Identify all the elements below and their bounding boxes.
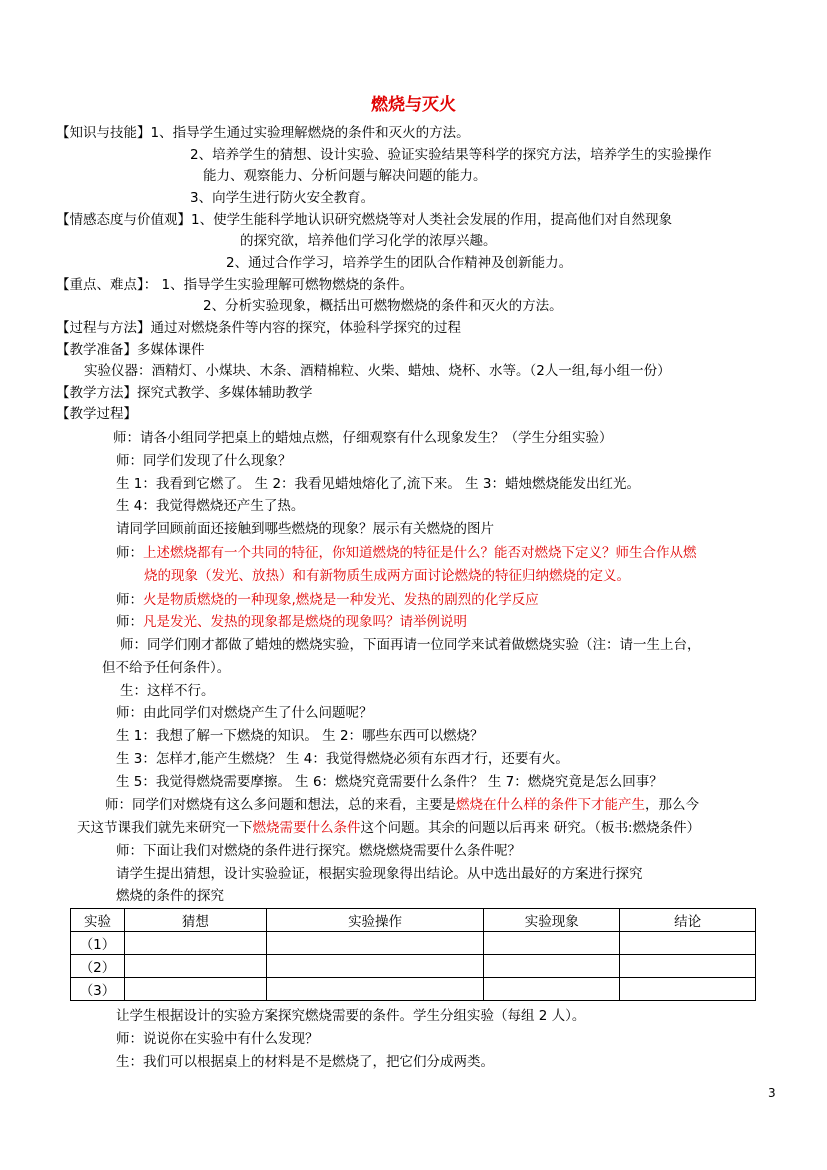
table-header: 结论 [620, 909, 756, 932]
emotion-item-1a: 1、使学生能科学地认识研究燃烧等对人类社会发展的作用，提高他们对自然现象 [191, 212, 673, 228]
table-cell [484, 978, 620, 1001]
dialogue-line: 师：同学们刚才都做了蜡烛的燃烧实验，下面再请一位同学来试着做燃烧实验（注：请一生上台， [120, 637, 701, 653]
row-label: （1） [71, 932, 125, 955]
table-header: 实验 [71, 909, 125, 932]
page-title: 燃烧与灭火 [371, 95, 456, 115]
dialogue-line: 但不给予任何条件）。 [102, 660, 231, 676]
speaker: 师： [116, 614, 143, 630]
row-label: （3） [71, 978, 125, 1001]
knowledge-label: 【知识与技能】 [56, 125, 151, 141]
plain-text: 天这节课我们就先来研究一下 [77, 820, 253, 836]
speaker: 师： [116, 592, 143, 608]
dialogue-line: 生 1：我想了解一下燃烧的知识。 生 2：哪些东西可以燃烧？ [116, 728, 484, 744]
instruments-text: 实验仪器：酒精灯、小煤块、木条、酒精棉粒、火柴、蜡烛、烧杯、水等。（2人一组,每小组一份） [84, 363, 671, 379]
table-cell [620, 955, 756, 978]
plain-text: ，那么今 [645, 797, 699, 813]
method-label: 【教学方法】 [56, 385, 137, 401]
table-cell [484, 932, 620, 955]
emotion-item-1b: 的探究欲，培养他们学习化学的浓厚兴趣。 [240, 233, 497, 249]
table-cell [620, 932, 756, 955]
dialogue-line [77, 819, 700, 837]
highlight-text: 烧的现象（发光、放热）和有新物质生成两方面讨论燃烧的特征归纳燃烧的定义。 [144, 568, 630, 584]
key-section [56, 276, 413, 294]
prep-label: 【教学准备】 [56, 342, 137, 358]
table-cell [124, 955, 266, 978]
dialogue-line [116, 544, 697, 562]
prep-text: 多媒体课件 [137, 342, 205, 358]
process-section [56, 319, 461, 337]
dialogue-line: 师：说说你在实验中有什么发现？ [116, 1031, 319, 1047]
process-text: 通过对燃烧条件等内容的探究，体验科学探究的过程 [150, 320, 461, 336]
table-header: 实验操作 [266, 909, 484, 932]
method-text: 探究式教学、多媒体辅助教学 [137, 385, 313, 401]
emotion-item-2: 2、通过合作学习，培养学生的团队合作精神及创新能力。 [226, 255, 573, 271]
plain-text: 这个问题。其余的问题以后再来 研究。（板书:燃烧条件） [360, 820, 701, 836]
highlight-text: 燃烧在什么样的条件下才能产生 [456, 797, 645, 813]
knowledge-item-2a: 2、培养学生的猜想、设计实验、验证实验结果等科学的探究方法，培养学生的实验操作 [190, 147, 712, 163]
knowledge-item-3: 3、向学生进行防火安全教育。 [190, 190, 375, 206]
highlight-text: 凡是发光、发热的现象都是燃烧的现象吗？请举例说明 [143, 614, 467, 630]
page-number: 3 [768, 1086, 776, 1100]
dialogue-line: 生 1：我看到它燃了。 生 2：我看见蜡烛熔化了,流下来。 生 3：蜡烛燃烧能发出红光。 [116, 476, 641, 492]
row-label: （2） [71, 955, 125, 978]
knowledge-item-1: 1、指导学生通过实验理解燃烧的条件和灭火的方法。 [150, 125, 470, 141]
speaker: 师： [116, 545, 143, 561]
prep-section [56, 341, 205, 359]
table-cell [266, 932, 484, 955]
table-cell [266, 955, 484, 978]
plain-text: 师：同学们对燃烧有这么多问题和想法，总的来看，主要是 [105, 797, 456, 813]
dialogue-line: 师：由此同学们对燃烧产生了什么问题呢？ [116, 705, 373, 721]
highlight-text: 上述燃烧都有一个共同的特征，你知道燃烧的特征是什么？能否对燃烧下定义？师生合作从燃 [143, 545, 697, 561]
highlight-text: 燃烧需要什么条件 [252, 820, 361, 836]
dialogue-line [105, 796, 699, 814]
table-header: 猜想 [124, 909, 266, 932]
table-cell [620, 978, 756, 1001]
key-label: 【重点、难点】 [56, 277, 144, 293]
dialogue-line: 师：同学们发现了什么现象？ [116, 453, 292, 469]
table-row [71, 955, 756, 978]
key-item-1: ： 1、指导学生实验理解可燃物燃烧的条件。 [143, 277, 414, 293]
table-header: 实验现象 [484, 909, 620, 932]
experiment-table [70, 908, 756, 1001]
dialogue-line: 师：请各小组同学把桌上的蜡烛点燃，仔细观察有什么现象发生？（学生分组实验） [113, 430, 613, 446]
dialogue-line: 师：下面让我们对燃烧的条件进行探究。燃烧燃烧需要什么条件呢？ [116, 843, 521, 859]
dialogue-line: 生 5：我觉得燃烧需要摩擦。 生 6：燃烧究竟需要什么条件？ 生 7：燃烧究竟是怎么回事？ [116, 774, 663, 790]
table-caption: 燃烧的条件的探究 [116, 888, 224, 904]
table-row [71, 978, 756, 1001]
dialogue-line: 生 3：怎样才,能产生燃烧？ 生 4：我觉得燃烧必须有东西才行，还要有火。 [116, 751, 569, 767]
emotion-label: 【情感态度与价值观】 [56, 212, 191, 228]
process-label: 【过程与方法】 [56, 320, 151, 336]
emotion-section [56, 211, 672, 229]
table-cell [266, 978, 484, 1001]
highlight-text: 火是物质燃烧的一种现象,燃烧是一种发光、发热的剧烈的化学反应 [143, 592, 539, 608]
dialogue-line [116, 591, 539, 609]
knowledge-section [56, 124, 470, 142]
table-header-row [71, 909, 756, 932]
method-section [56, 384, 313, 402]
dialogue-line [116, 613, 467, 631]
course-label: 【教学过程】 [56, 406, 137, 422]
knowledge-item-2b: 能力、观察能力、分析问题与解决问题的能力。 [203, 168, 487, 184]
dialogue-line: 生：这样不行。 [120, 683, 215, 699]
table-row [71, 932, 756, 955]
table-cell [124, 978, 266, 1001]
dialogue-line: 请同学回顾前面还接触到哪些燃烧的现象？展示有关燃烧的图片 [116, 521, 494, 537]
dialogue-line: 请学生提出猜想，设计实验验证，根据实验现象得出结论。从中选出最好的方案进行探究 [116, 866, 643, 882]
dialogue-line: 让学生根据设计的实验方案探究燃烧需要的条件。学生分组实验（每组 2 人）。 [116, 1008, 586, 1024]
table-cell [484, 955, 620, 978]
table-cell [124, 932, 266, 955]
dialogue-line: 生：我们可以根据桌上的材料是不是燃烧了，把它们分成两类。 [116, 1054, 494, 1070]
key-item-2: 2、分析实验现象，概括出可燃物燃烧的条件和灭火的方法。 [203, 298, 563, 314]
dialogue-line: 生 4：我觉得燃烧还产生了热。 [116, 498, 305, 514]
